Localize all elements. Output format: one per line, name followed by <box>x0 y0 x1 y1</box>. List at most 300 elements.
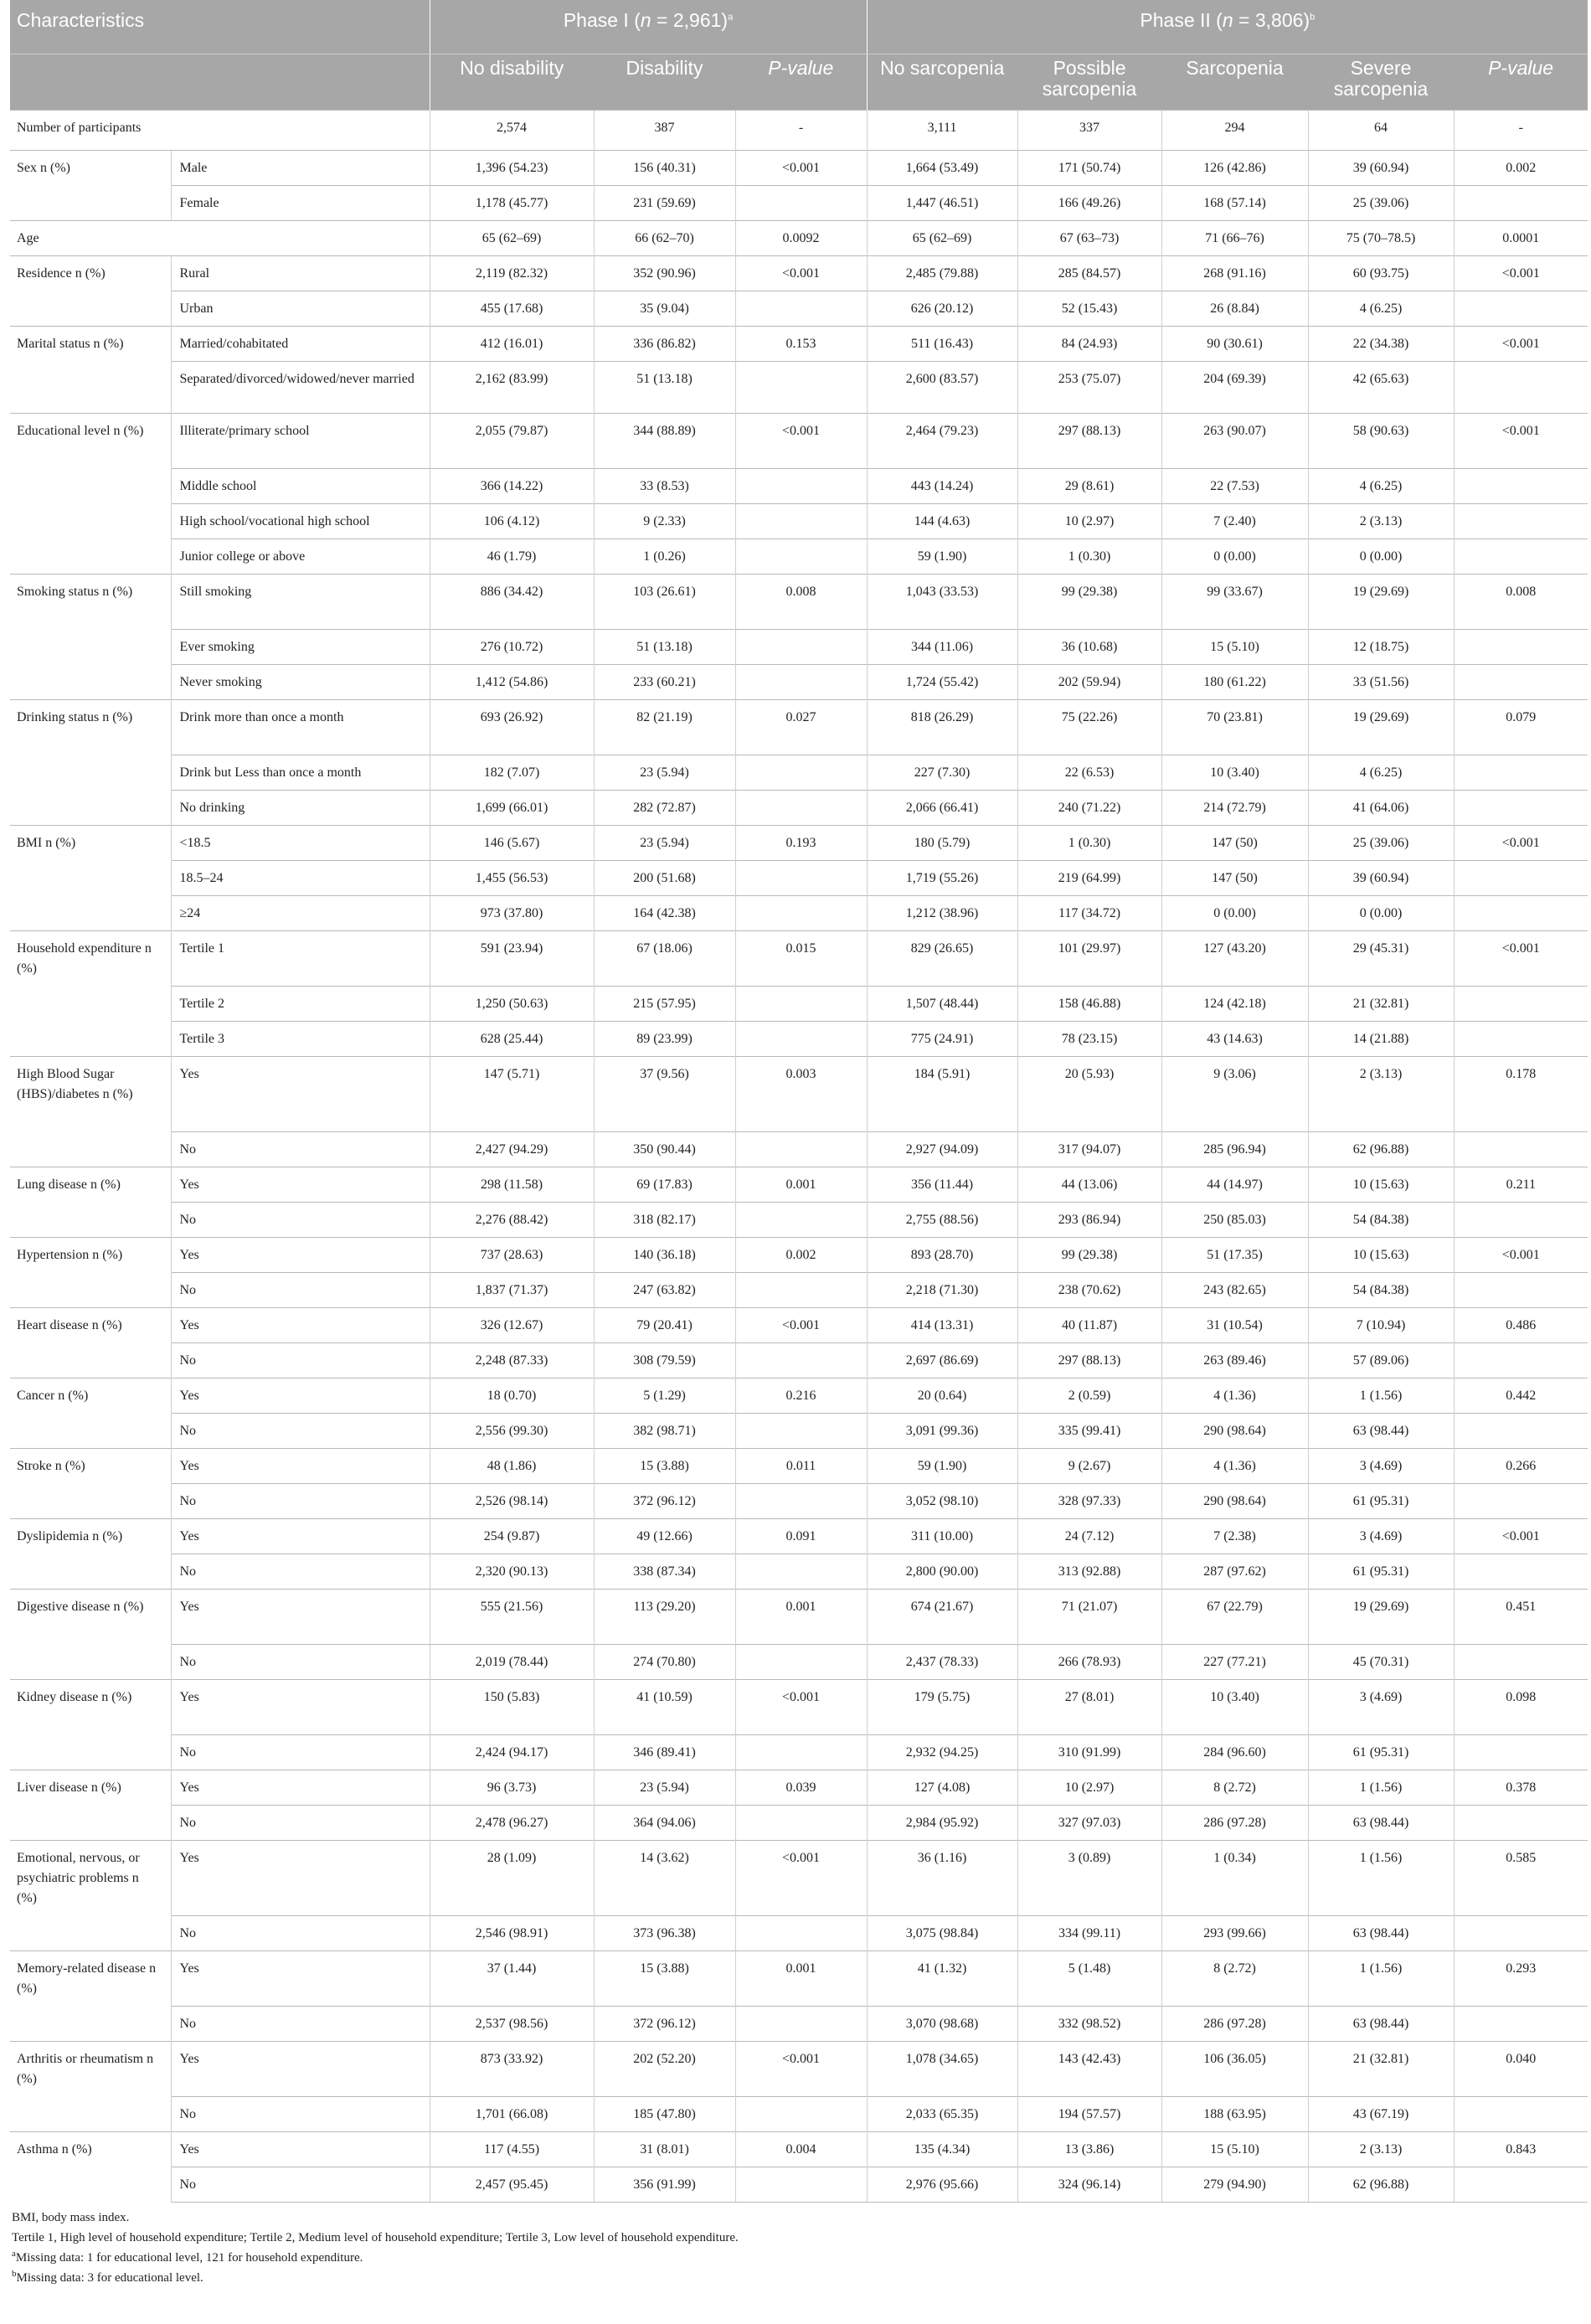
table-footnotes <box>10 2208 1588 2288</box>
cell-value: 40 (11.87) <box>1017 1308 1161 1343</box>
cell-value <box>735 987 867 1022</box>
cell-value: 829 (26.65) <box>867 931 1017 987</box>
cell-value: 0.011 <box>735 1449 867 1484</box>
cell-value: 33 (8.53) <box>594 469 735 504</box>
cell-value: 146 (5.67) <box>430 826 594 861</box>
cell-value: 0.216 <box>735 1378 867 1414</box>
cell-value: 294 <box>1161 111 1308 151</box>
cell-value: 2,800 (90.00) <box>867 1554 1017 1590</box>
cell-value: 9 (2.33) <box>594 504 735 539</box>
cell-value: 63 (98.44) <box>1308 1916 1454 1951</box>
cell-value: 14 (21.88) <box>1308 1022 1454 1057</box>
row-sublabel: No <box>171 1735 430 1770</box>
cell-value <box>735 1414 867 1449</box>
cell-value: 1 (0.34) <box>1161 1841 1308 1916</box>
phase-2-post: = 3,806) <box>1233 9 1310 31</box>
table-container <box>10 0 1588 2288</box>
cell-value <box>1454 1343 1588 1378</box>
cell-value: 15 (3.88) <box>594 1449 735 1484</box>
cell-value: 591 (23.94) <box>430 931 594 987</box>
cell-value: 180 (61.22) <box>1161 665 1308 700</box>
cell-value: 9 (3.06) <box>1161 1057 1308 1132</box>
cell-value: 188 (63.95) <box>1161 2097 1308 2132</box>
table-row <box>10 469 1588 504</box>
cell-value: 61 (95.31) <box>1308 1554 1454 1590</box>
cell-value: 33 (51.56) <box>1308 665 1454 700</box>
row-label: Residence n (%) <box>10 256 171 327</box>
row-label: Stroke n (%) <box>10 1449 171 1519</box>
cell-value: 973 (37.80) <box>430 896 594 931</box>
cell-value <box>1454 362 1588 414</box>
cell-value: 356 (91.99) <box>594 2167 735 2203</box>
cell-value <box>1454 539 1588 575</box>
cell-value: 36 (1.16) <box>867 1841 1017 1916</box>
cell-value: 1 (0.30) <box>1017 539 1161 575</box>
cell-value: 20 (5.93) <box>1017 1057 1161 1132</box>
row-label: Marital status n (%) <box>10 327 171 414</box>
row-sublabel: Yes <box>171 2132 430 2167</box>
cell-value: 166 (49.26) <box>1017 186 1161 221</box>
cell-value: 41 (10.59) <box>594 1680 735 1735</box>
cell-value: 150 (5.83) <box>430 1680 594 1735</box>
cell-value: 0.002 <box>1454 151 1588 186</box>
table-row <box>10 2097 1588 2132</box>
cell-value: 31 (10.54) <box>1161 1308 1308 1343</box>
cell-value: 2,600 (83.57) <box>867 362 1017 414</box>
cell-value: 144 (4.63) <box>867 504 1017 539</box>
cell-value: <0.001 <box>1454 826 1588 861</box>
cell-value: 0.211 <box>1454 1167 1588 1203</box>
row-sublabel: No <box>171 1806 430 1841</box>
cell-value: 364 (94.06) <box>594 1806 735 1841</box>
cell-value: 168 (57.14) <box>1161 186 1308 221</box>
cell-value <box>735 291 867 327</box>
cell-value: 99 (29.38) <box>1017 1238 1161 1273</box>
row-sublabel: No <box>171 1414 430 1449</box>
cell-value: 240 (71.22) <box>1017 791 1161 826</box>
cell-value: 0.079 <box>1454 700 1588 755</box>
cell-value: 147 (50) <box>1161 861 1308 896</box>
cell-value: 10 (2.97) <box>1017 504 1161 539</box>
cell-value: 1,212 (38.96) <box>867 896 1017 931</box>
cell-value: 82 (21.19) <box>594 700 735 755</box>
cell-value: 0.004 <box>735 2132 867 2167</box>
cell-value: 290 (98.64) <box>1161 1414 1308 1449</box>
row-label: Asthma n (%) <box>10 2132 171 2203</box>
cell-value: 0.040 <box>1454 2042 1588 2097</box>
cell-value: 1,250 (50.63) <box>430 987 594 1022</box>
cell-value: 13 (3.86) <box>1017 2132 1161 2167</box>
cell-value: 67 (63–73) <box>1017 221 1161 256</box>
cell-value: 67 (22.79) <box>1161 1590 1308 1645</box>
row-sublabel: No <box>171 2097 430 2132</box>
cell-value: 22 (7.53) <box>1161 469 1308 504</box>
cell-value: 2,218 (71.30) <box>867 1273 1017 1308</box>
cell-value: 276 (10.72) <box>430 630 594 665</box>
cell-value: 0.001 <box>735 1167 867 1203</box>
table-row <box>10 987 1588 1022</box>
table-row <box>10 826 1588 861</box>
cell-value: 2,976 (95.66) <box>867 2167 1017 2203</box>
table-row <box>10 1378 1588 1414</box>
cell-value: 10 (15.63) <box>1308 1238 1454 1273</box>
cell-value: 818 (26.29) <box>867 700 1017 755</box>
cell-value: 44 (14.97) <box>1161 1167 1308 1203</box>
row-sublabel: Junior college or above <box>171 539 430 575</box>
cell-value: 327 (97.03) <box>1017 1806 1161 1841</box>
cell-value: 0 (0.00) <box>1161 896 1308 931</box>
row-sublabel: Ever smoking <box>171 630 430 665</box>
cell-value: 22 (34.38) <box>1308 327 1454 362</box>
cell-value: 1,664 (53.49) <box>867 151 1017 186</box>
row-sublabel: Male <box>171 151 430 186</box>
row-sublabel: Yes <box>171 1449 430 1484</box>
cell-value: 41 (64.06) <box>1308 791 1454 826</box>
row-sublabel: No <box>171 1916 430 1951</box>
cell-value: 366 (14.22) <box>430 469 594 504</box>
cell-value <box>1454 291 1588 327</box>
cell-value: 227 (77.21) <box>1161 1645 1308 1680</box>
cell-value <box>1454 1916 1588 1951</box>
cell-value: 62 (96.88) <box>1308 2167 1454 2203</box>
cell-value <box>1454 1484 1588 1519</box>
cell-value: 194 (57.57) <box>1017 2097 1161 2132</box>
cell-value: <0.001 <box>735 1680 867 1735</box>
cell-value: 1,455 (56.53) <box>430 861 594 896</box>
cell-value: 59 (1.90) <box>867 539 1017 575</box>
table-body <box>10 111 1588 2203</box>
cell-value <box>1454 1132 1588 1167</box>
cell-value: 693 (26.92) <box>430 700 594 755</box>
cell-value: 0.378 <box>1454 1770 1588 1806</box>
table-row <box>10 186 1588 221</box>
cell-value: 43 (14.63) <box>1161 1022 1308 1057</box>
cell-value: 113 (29.20) <box>594 1590 735 1645</box>
table-row <box>10 2007 1588 2042</box>
cell-value: 31 (8.01) <box>594 2132 735 2167</box>
footnote-a <box>12 2248 1588 2268</box>
table-row <box>10 539 1588 575</box>
table-row <box>10 1680 1588 1735</box>
cell-value: 0.843 <box>1454 2132 1588 2167</box>
cell-value: 21 (32.81) <box>1308 987 1454 1022</box>
cell-value: 147 (50) <box>1161 826 1308 861</box>
row-label: Kidney disease n (%) <box>10 1680 171 1770</box>
cell-value: 0.015 <box>735 931 867 987</box>
cell-value: 25 (39.06) <box>1308 826 1454 861</box>
cell-value: 233 (60.21) <box>594 665 735 700</box>
row-sublabel: No <box>171 1273 430 1308</box>
cell-value: 103 (26.61) <box>594 575 735 630</box>
cell-value: 10 (3.40) <box>1161 1680 1308 1735</box>
header-row-columns <box>10 54 1588 111</box>
cell-value <box>735 1645 867 1680</box>
cell-value: 2,537 (98.56) <box>430 2007 594 2042</box>
cell-value <box>735 362 867 414</box>
cell-value: 3,075 (98.84) <box>867 1916 1017 1951</box>
col-disability: Disability <box>594 54 735 111</box>
cell-value: 254 (9.87) <box>430 1519 594 1554</box>
row-sublabel: Middle school <box>171 469 430 504</box>
cell-value: 337 <box>1017 111 1161 151</box>
cell-value: 0.486 <box>1454 1308 1588 1343</box>
cell-value <box>735 1484 867 1519</box>
cell-value: 63 (98.44) <box>1308 2007 1454 2042</box>
row-sublabel: Yes <box>171 2042 430 2097</box>
cell-value: 0 (0.00) <box>1308 896 1454 931</box>
cell-value: 455 (17.68) <box>430 291 594 327</box>
cell-value: 0.027 <box>735 700 867 755</box>
cell-value <box>735 2167 867 2203</box>
cell-value: 356 (11.44) <box>867 1167 1017 1203</box>
cell-value: 1 (1.56) <box>1308 1770 1454 1806</box>
cell-value: 2,485 (79.88) <box>867 256 1017 291</box>
table-row <box>10 1414 1588 1449</box>
cell-value: 26 (8.84) <box>1161 291 1308 327</box>
cell-value: 78 (23.15) <box>1017 1022 1161 1057</box>
cell-value: 0.266 <box>1454 1449 1588 1484</box>
row-sublabel: No <box>171 2167 430 2203</box>
phase-2-n: n <box>1222 9 1233 31</box>
cell-value: 0.091 <box>735 1519 867 1554</box>
cell-value: 775 (24.91) <box>867 1022 1017 1057</box>
cell-value: 443 (14.24) <box>867 469 1017 504</box>
cell-value: 0.003 <box>735 1057 867 1132</box>
cell-value: 0.008 <box>1454 575 1588 630</box>
cell-value: 1,837 (71.37) <box>430 1273 594 1308</box>
cell-value: 79 (20.41) <box>594 1308 735 1343</box>
row-sublabel: No <box>171 1554 430 1590</box>
table-row <box>10 256 1588 291</box>
cell-value: 7 (2.38) <box>1161 1519 1308 1554</box>
cell-value: <0.001 <box>1454 1238 1588 1273</box>
cell-value: 64 <box>1308 111 1454 151</box>
cell-value: 202 (52.20) <box>594 2042 735 2097</box>
cell-value: 7 (10.94) <box>1308 1308 1454 1343</box>
cell-value: 285 (96.94) <box>1161 1132 1308 1167</box>
footnote-b <box>12 2268 1588 2288</box>
cell-value: 412 (16.01) <box>430 327 594 362</box>
cell-value: 373 (96.38) <box>594 1916 735 1951</box>
cell-value: 298 (11.58) <box>430 1167 594 1203</box>
cell-value <box>735 755 867 791</box>
cell-value: 335 (99.41) <box>1017 1414 1161 1449</box>
cell-value: 61 (95.31) <box>1308 1735 1454 1770</box>
cell-value: 334 (99.11) <box>1017 1916 1161 1951</box>
cell-value: 23 (5.94) <box>594 1770 735 1806</box>
cell-value: 58 (90.63) <box>1308 414 1454 469</box>
cell-value: 54 (84.38) <box>1308 1273 1454 1308</box>
cell-value: 3 (4.69) <box>1308 1519 1454 1554</box>
cell-value: 60 (93.75) <box>1308 256 1454 291</box>
row-sublabel: Yes <box>171 1238 430 1273</box>
cell-value: 0.002 <box>735 1238 867 1273</box>
cell-value: 35 (9.04) <box>594 291 735 327</box>
cell-value: 286 (97.28) <box>1161 2007 1308 2042</box>
cell-value: 36 (10.68) <box>1017 630 1161 665</box>
row-sublabel: Never smoking <box>171 665 430 700</box>
cell-value <box>735 539 867 575</box>
cell-value: 1,078 (34.65) <box>867 2042 1017 2097</box>
cell-value: 69 (17.83) <box>594 1167 735 1203</box>
row-label: Digestive disease n (%) <box>10 1590 171 1680</box>
cell-value: 19 (29.69) <box>1308 1590 1454 1645</box>
cell-value: 45 (70.31) <box>1308 1645 1454 1680</box>
header-blank <box>10 54 430 111</box>
cell-value <box>735 861 867 896</box>
cell-value <box>735 896 867 931</box>
cell-value: 287 (97.62) <box>1161 1554 1308 1590</box>
cell-value: 1,719 (55.26) <box>867 861 1017 896</box>
cell-value: 0.008 <box>735 575 867 630</box>
cell-value: 297 (88.13) <box>1017 414 1161 469</box>
row-label: Dyslipidemia n (%) <box>10 1519 171 1590</box>
cell-value: 350 (90.44) <box>594 1132 735 1167</box>
cell-value: 21 (32.81) <box>1308 2042 1454 2097</box>
cell-value: 344 (11.06) <box>867 630 1017 665</box>
row-sublabel: No <box>171 1645 430 1680</box>
cell-value: <0.001 <box>735 1308 867 1343</box>
cell-value: 19 (29.69) <box>1308 575 1454 630</box>
cell-value: 0.098 <box>1454 1680 1588 1735</box>
cell-value: 126 (42.86) <box>1161 151 1308 186</box>
cell-value: 5 (1.29) <box>594 1378 735 1414</box>
table-row <box>10 1238 1588 1273</box>
cell-value: 66 (62–70) <box>594 221 735 256</box>
cell-value <box>735 469 867 504</box>
row-sublabel: Urban <box>171 291 430 327</box>
cell-value: 0.001 <box>735 1951 867 2007</box>
cell-value: 1 (0.26) <box>594 539 735 575</box>
table-row <box>10 414 1588 469</box>
col-no-sarcopenia: No sarcopenia <box>867 54 1017 111</box>
table-row <box>10 665 1588 700</box>
cell-value: 15 (5.10) <box>1161 630 1308 665</box>
cell-value: 1 (0.30) <box>1017 826 1161 861</box>
footnote-b-text: Missing data: 3 for educational level. <box>16 2271 203 2285</box>
row-sublabel: Yes <box>171 1519 430 1554</box>
cell-value: 0.293 <box>1454 1951 1588 2007</box>
row-sublabel: No <box>171 1343 430 1378</box>
table-row <box>10 1735 1588 1770</box>
cell-value: 1 (1.56) <box>1308 1951 1454 2007</box>
cell-value: 63 (98.44) <box>1308 1414 1454 1449</box>
cell-value: 0.585 <box>1454 1841 1588 1916</box>
cell-value: 628 (25.44) <box>430 1022 594 1057</box>
cell-value: 2,526 (98.14) <box>430 1484 594 1519</box>
phase-1-post: = 2,961) <box>651 9 729 31</box>
cell-value: 46 (1.79) <box>430 539 594 575</box>
cell-value: 227 (7.30) <box>867 755 1017 791</box>
table-row <box>10 1308 1588 1343</box>
row-sublabel: Illiterate/primary school <box>171 414 430 469</box>
row-sublabel: Yes <box>171 1378 430 1414</box>
table-row <box>10 1951 1588 2007</box>
cell-value: 89 (23.99) <box>594 1022 735 1057</box>
cell-value: 140 (36.18) <box>594 1238 735 1273</box>
row-label: Sex n (%) <box>10 151 171 221</box>
cell-value: 1,701 (66.08) <box>430 2097 594 2132</box>
cell-value: 1,699 (66.01) <box>430 791 594 826</box>
row-sublabel: Married/cohabitated <box>171 327 430 362</box>
phase-1-sup: a <box>728 12 734 23</box>
cell-value: 67 (18.06) <box>594 931 735 987</box>
cell-value: 5 (1.48) <box>1017 1951 1161 2007</box>
cell-value: <0.001 <box>735 2042 867 2097</box>
cell-value: 318 (82.17) <box>594 1203 735 1238</box>
cell-value: 250 (85.03) <box>1161 1203 1308 1238</box>
col-severe-sarcopenia: Severe sarcopenia <box>1308 54 1454 111</box>
col-possible-sarcopenia: Possible sarcopenia <box>1017 54 1161 111</box>
cell-value: 344 (88.89) <box>594 414 735 469</box>
cell-value: 0.153 <box>735 327 867 362</box>
cell-value: 84 (24.93) <box>1017 327 1161 362</box>
cell-value: 372 (96.12) <box>594 1484 735 1519</box>
cell-value <box>735 1806 867 1841</box>
col-p-value-phase-1: P-value <box>735 54 867 111</box>
cell-value: 7 (2.40) <box>1161 504 1308 539</box>
phase-2-sup: b <box>1310 12 1316 23</box>
cell-value <box>1454 1735 1588 1770</box>
cell-value <box>1454 2097 1588 2132</box>
row-label: Number of participants <box>10 111 430 151</box>
footnote-a-text: Missing data: 1 for educational level, 121 for household expenditure. <box>15 2251 363 2265</box>
cell-value: 511 (16.43) <box>867 327 1017 362</box>
table-row <box>10 1645 1588 1680</box>
cell-value: 2,464 (79.23) <box>867 414 1017 469</box>
footnote-a-mark: a <box>12 2249 16 2259</box>
cell-value <box>1454 896 1588 931</box>
cell-value: 893 (28.70) <box>867 1238 1017 1273</box>
row-label: Cancer n (%) <box>10 1378 171 1449</box>
cell-value <box>1454 755 1588 791</box>
cell-value: 382 (98.71) <box>594 1414 735 1449</box>
cell-value: 268 (91.16) <box>1161 256 1308 291</box>
cell-value: 57 (89.06) <box>1308 1343 1454 1378</box>
cell-value: 285 (84.57) <box>1017 256 1161 291</box>
cell-value: 1 (1.56) <box>1308 1841 1454 1916</box>
cell-value: 282 (72.87) <box>594 791 735 826</box>
cell-value: 44 (13.06) <box>1017 1167 1161 1203</box>
cell-value: 326 (12.67) <box>430 1308 594 1343</box>
cell-value: 0.442 <box>1454 1378 1588 1414</box>
cell-value: 674 (21.67) <box>867 1590 1017 1645</box>
row-sublabel: No <box>171 1132 430 1167</box>
row-sublabel: 18.5–24 <box>171 861 430 896</box>
cell-value: 171 (50.74) <box>1017 151 1161 186</box>
row-label: Smoking status n (%) <box>10 575 171 700</box>
cell-value <box>735 1735 867 1770</box>
cell-value <box>1454 791 1588 826</box>
cell-value <box>1454 2167 1588 2203</box>
row-label: Hypertension n (%) <box>10 1238 171 1308</box>
cell-value: 39 (60.94) <box>1308 151 1454 186</box>
cell-value: 3,111 <box>867 111 1017 151</box>
cell-value: 1,412 (54.86) <box>430 665 594 700</box>
cell-value: 164 (42.38) <box>594 896 735 931</box>
cell-value <box>1454 630 1588 665</box>
row-label: Liver disease n (%) <box>10 1770 171 1841</box>
row-sublabel: Yes <box>171 1308 430 1343</box>
table-row <box>10 1203 1588 1238</box>
cell-value: 293 (86.94) <box>1017 1203 1161 1238</box>
cell-value: 4 (6.25) <box>1308 291 1454 327</box>
cell-value: - <box>1454 111 1588 151</box>
cell-value: 2 (3.13) <box>1308 1057 1454 1132</box>
cell-value: 180 (5.79) <box>867 826 1017 861</box>
cell-value: 311 (10.00) <box>867 1519 1017 1554</box>
table-row <box>10 2167 1588 2203</box>
